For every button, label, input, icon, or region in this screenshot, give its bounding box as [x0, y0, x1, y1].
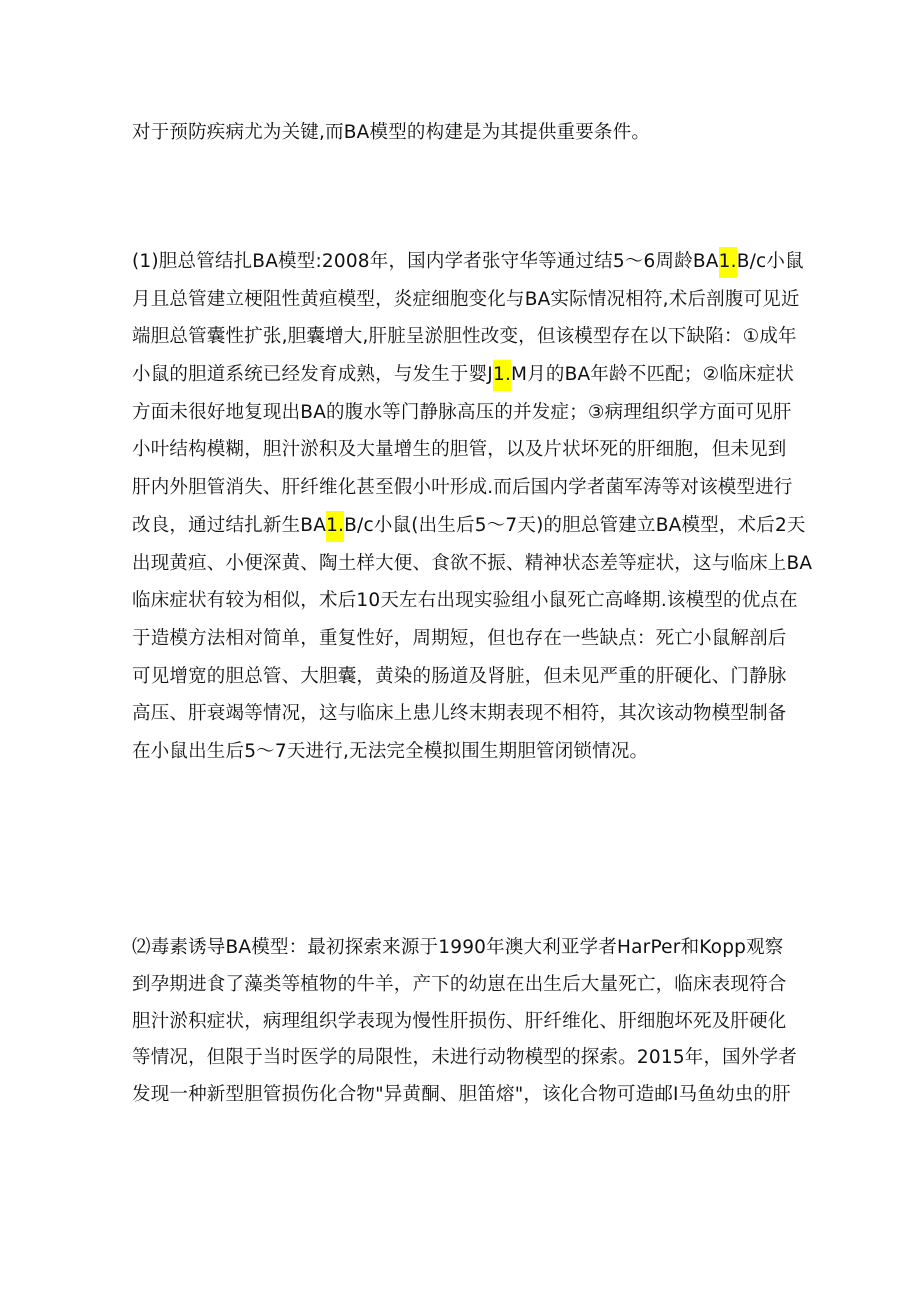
text-line: [132, 1004, 812, 1041]
text-run: B/c小鼠: [736, 251, 804, 272]
text-run: M月的BA年龄不匹配；②临床症状: [511, 364, 795, 386]
text-line: [132, 545, 812, 583]
highlighted-text: 1.: [493, 360, 511, 391]
text-run: 发现一种新型胆管损伤化合物"异黄酮、胆笛熔"，该化合物可造邮I马鱼幼虫的肝: [132, 1084, 791, 1106]
text-line: [132, 114, 812, 151]
text-line: [132, 318, 812, 356]
text-run: 高压、肝衰竭等情况，这与临床上患儿终末期表现不相符，其次该动物模型制备: [132, 703, 787, 725]
text-run: 胆汁淤积症状，病理组织学表现为慢性肝损伤、肝纤维化、肝细胞坏死及肝硬化: [132, 1010, 787, 1032]
text-line: [132, 394, 812, 432]
text-line: [132, 620, 812, 658]
text-line: [132, 930, 812, 967]
text-run: 月且总管建立梗阻性黄疸模型，炎症细胞变化与BA实际情况相符,术后剖腹可见近: [132, 288, 800, 310]
paragraph-intro: [132, 114, 812, 151]
text-run: 小叶结构模糊，胆汁淤积及大量增生的胆管，以及片状坏死的肝细胞，但未见到: [132, 439, 787, 461]
text-run: 等情况，但限于当时医学的局限性，未进行动物模型的探索。2015年，国外学者: [132, 1047, 797, 1069]
text-run: 端胆总管囊性扩张,胆囊增大,肝脏呈淤胆性改变，但该模型存在以下缺陷：①成年: [132, 326, 797, 348]
text-run: 于造模方法相对简单，重复性好，周期短，但也存在一些缺点：死亡小鼠解剖后: [132, 627, 787, 649]
text-line: [132, 469, 812, 507]
paragraph-toxin-induced-model: [132, 930, 812, 1114]
text-line: [132, 733, 812, 771]
text-run: 改良，通过结扎新生BA: [132, 514, 327, 536]
text-run: ⑵毒素诱导BA模型：最初探索来源于1990年澳大利亚学者HarPer和Kopp观察: [132, 937, 784, 958]
text-run: 肝内外胆管消失、肝纤维化甚至假小叶形成.而后国内学者菌军涛等对该模型进行: [132, 477, 793, 499]
text-line: [132, 507, 812, 545]
text-run: 对于预防疾病尤为关键,而BA模型的构建是为其提供重要条件。: [132, 122, 651, 143]
text-line: [132, 1040, 812, 1077]
text-run: 临床症状有较为相似，术后10天左右出现实验组小鼠死亡高峰期.该模型的优点在: [132, 590, 798, 612]
text-run: 到孕期进食了藻类等植物的牛羊，产下的幼崽在出生后大量死亡，临床表现符合: [132, 973, 787, 995]
highlighted-text: 1.: [326, 511, 344, 542]
text-run: 出现黄疸、小便深黄、陶土样大便、食欲不振、精神状态差等症状，这与临床上BA: [132, 552, 813, 574]
text-line: [132, 695, 812, 733]
text-run: (1)胆总管结扎BA模型:2008年，国内学者张守华等通过结5～6周龄BA: [132, 251, 719, 272]
text-line: [132, 431, 812, 469]
text-run: 可见增宽的胆总管、大胆囊，黄染的肠道及肾脏，但未见严重的肝硬化、门静脉: [132, 665, 787, 687]
text-line: [132, 582, 812, 620]
text-line: [132, 967, 812, 1004]
text-run: 小鼠的胆道系统已经发育成熟，与发生于婴J: [132, 364, 493, 386]
text-line: [132, 281, 812, 319]
paragraph-bile-duct-ligation-model: [132, 243, 812, 771]
text-line: [132, 658, 812, 696]
text-line: [132, 1077, 812, 1114]
text-run: 方面未很好地复现出BA的腹水等门静脉高压的并发症；③病理组织学方面可见肝: [132, 401, 792, 423]
highlighted-text: 1.: [719, 247, 737, 278]
text-run: B/c小鼠(出生后5～7天)的胆总管建立BA模型，术后2天: [344, 514, 806, 536]
text-run: 在小鼠出生后5～7天进行,无法完全模拟围生期胆管闭锁情况。: [132, 740, 649, 762]
text-line: [132, 356, 812, 394]
text-line: [132, 243, 812, 281]
